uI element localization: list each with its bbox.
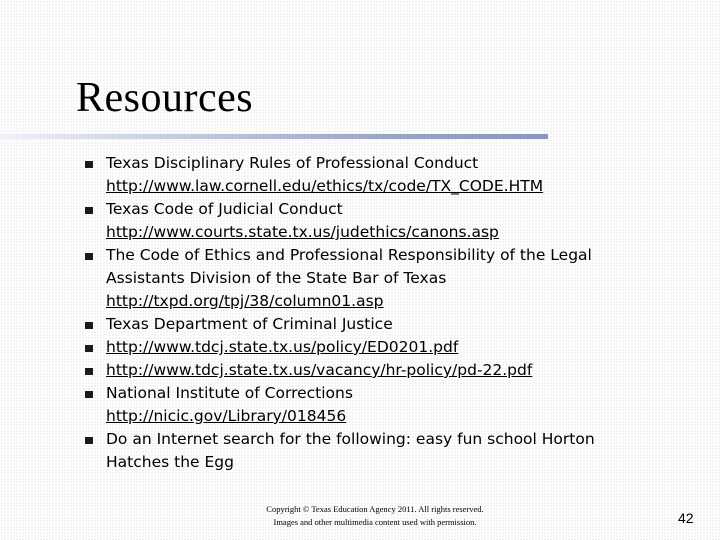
list-item	[88, 382, 688, 428]
square-bullet-icon	[85, 368, 93, 375]
list-item	[88, 313, 688, 336]
item-text: National Institute of Corrections	[106, 384, 353, 402]
list-item	[88, 152, 688, 198]
square-bullet-icon	[85, 437, 93, 444]
item-text: Assistants Division of the State Bar of Texas	[106, 269, 447, 287]
item-text: Hatches the Egg	[106, 453, 234, 471]
square-bullet-icon	[85, 253, 93, 260]
list-item	[88, 359, 688, 382]
square-bullet-icon	[85, 207, 93, 214]
slide-title: Resources	[76, 75, 254, 121]
title-underline-bar	[0, 134, 548, 139]
resource-link[interactable]: http://www.law.cornell.edu/ethics/tx/code/TX_CODE.HTM	[106, 177, 544, 195]
copyright-footer	[210, 503, 540, 529]
copyright-line: Copyright © Texas Education Agency 2011. All rights reserved.	[266, 504, 484, 514]
list-item	[88, 336, 688, 359]
square-bullet-icon	[85, 391, 93, 398]
square-bullet-icon	[85, 161, 93, 168]
page-number: 42	[678, 510, 694, 526]
resource-link[interactable]: http://www.tdcj.state.tx.us/policy/ED0201.pdf	[106, 338, 459, 356]
list-item	[88, 198, 688, 244]
resource-link[interactable]: http://nicic.gov/Library/018456	[106, 407, 347, 425]
item-text: Texas Code of Judicial Conduct	[106, 200, 343, 218]
resource-link[interactable]: http://www.tdcj.state.tx.us/vacancy/hr-policy/pd-22.pdf	[106, 361, 533, 379]
resource-link[interactable]: http://txpd.org/tpj/38/column01.asp	[106, 292, 384, 310]
permission-line: Images and other multimedia content used with permission.	[273, 517, 477, 527]
item-text: The Code of Ethics and Professional Responsibility of the Legal	[106, 246, 592, 264]
list-item	[88, 244, 688, 313]
item-text: Texas Department of Criminal Justice	[106, 315, 393, 333]
item-text: Do an Internet search for the following: easy fun school Horton	[106, 430, 595, 448]
item-text: Texas Disciplinary Rules of Professional Conduct	[106, 154, 479, 172]
square-bullet-icon	[85, 322, 93, 329]
resource-list	[88, 152, 688, 474]
list-item	[88, 428, 688, 474]
resource-link[interactable]: http://www.courts.state.tx.us/judethics/canons.asp	[106, 223, 499, 241]
square-bullet-icon	[85, 345, 93, 352]
